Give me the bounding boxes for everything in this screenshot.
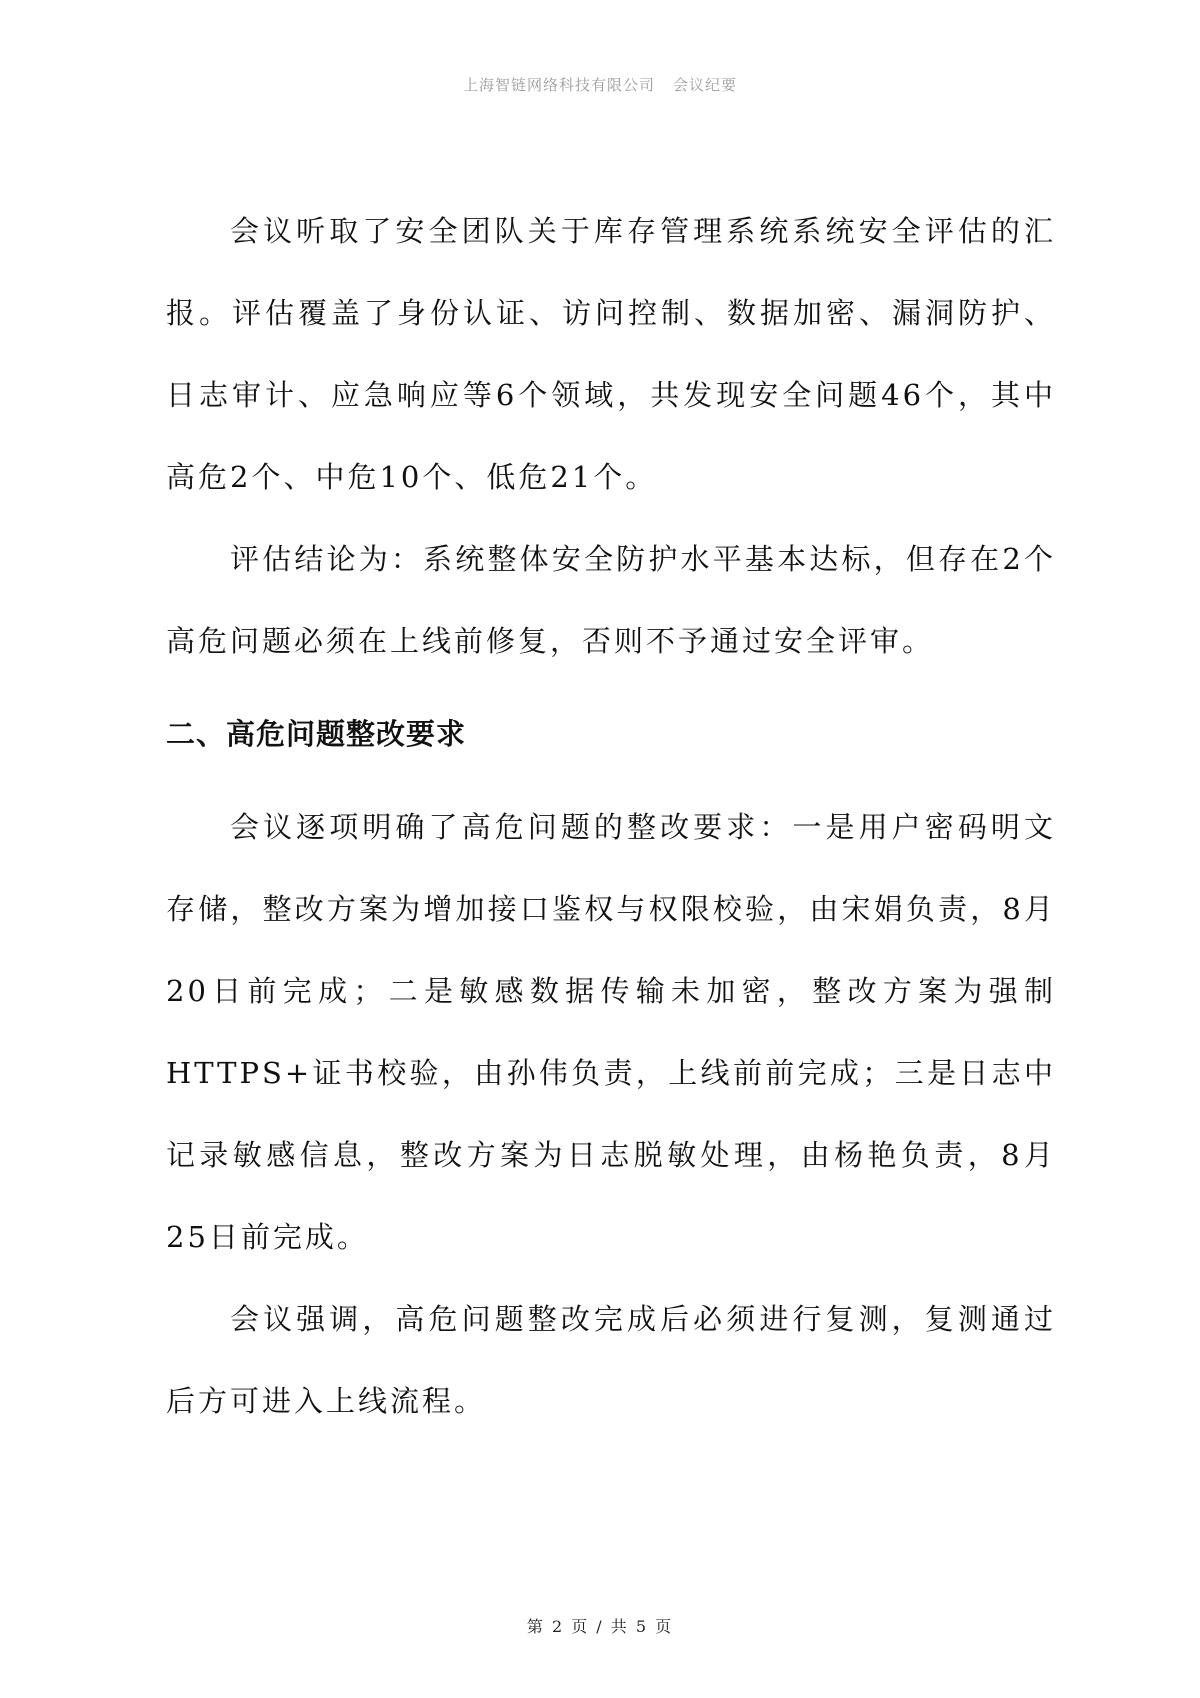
- paragraph-rectification-requirements: 会议逐项明确了高危问题的整改要求：一是用户密码明文存储，整改方案为增加接口鉴权与权限校验，由宋娟负责，8月20日前完成；二是敏感数据传输未加密，整改方案为强制HTTPS+证书校验，由孙伟负责，上线前前完成；三是日志中记录敏感信息，整改方案为日志脱敏处理，由杨艳负责，8月25日前完成。: [166, 810, 1056, 1254]
- paragraph-retest-emphasis: 会议强调，高危问题整改完成后必须进行复测，复测通过后方可进入上线流程。: [166, 1302, 1056, 1418]
- document-body: [166, 190, 1056, 1442]
- section-heading-high-risk: 二、高危问题整改要求: [166, 717, 467, 751]
- header-company: 上海智链网络科技有限公司: [462, 76, 655, 94]
- running-header: [0, 74, 1200, 95]
- header-doc-type: 会议纪要: [673, 76, 738, 94]
- paragraph-assessment-conclusion: 评估结论为：系统整体安全防护水平基本达标，但存在2个高危问题必须在上线前修复，否则不予通过安全评审。: [166, 542, 1056, 658]
- page-number-footer: 第 2 页 / 共 5 页: [526, 1617, 674, 1636]
- paragraph-assessment-summary: 会议听取了安全团队关于库存管理系统系统安全评估的汇报。评估覆盖了身份认证、访问控制、数据加密、漏洞防护、日志审计、应急响应等6个领域，共发现安全问题46个，其中高危2个、中危10个、低危21个。: [166, 214, 1056, 494]
